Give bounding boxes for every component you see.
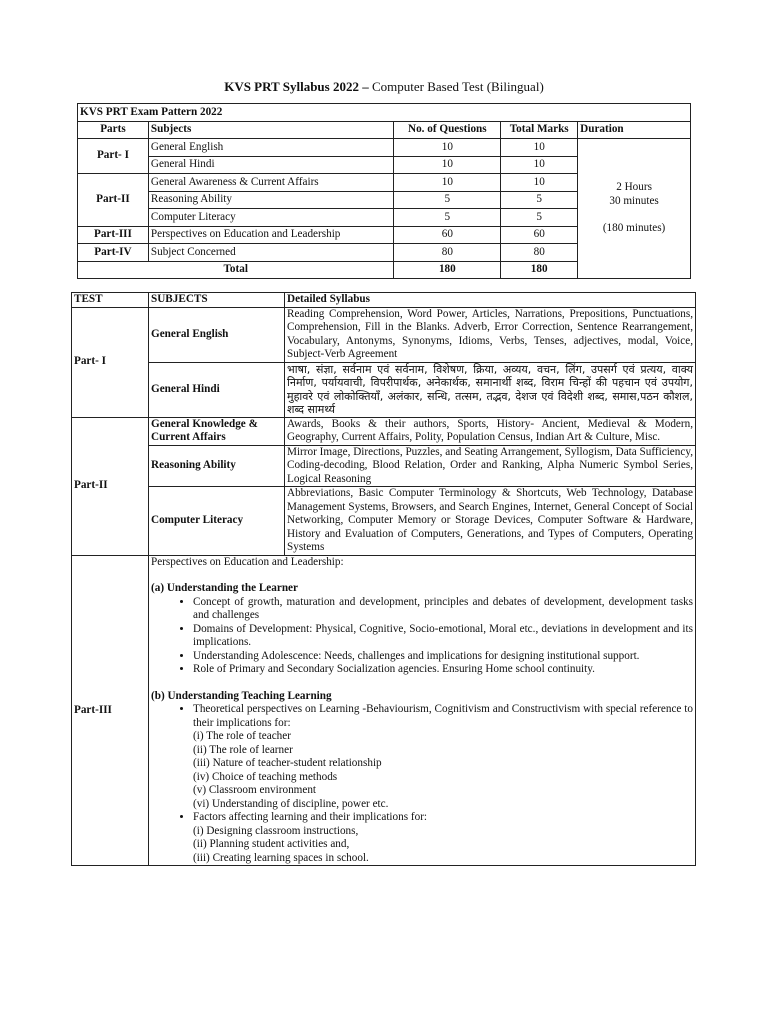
part-cell: Part-II [72,417,149,555]
marks-cell: 5 [501,209,578,227]
subject-cell: General English [149,307,285,362]
marks-cell: 10 [501,174,578,192]
list-item-text: • Theoretical perspectives on Learning -Behaviourism, Cognitivism and Constructivism with special reference to their implications for: [193,703,693,729]
sub-item: (i) The role of teacher [193,730,291,742]
col-duration: Duration [578,121,691,139]
sub-item: (iii) Creating learning spaces in school. [193,851,369,864]
questions-cell: 10 [394,174,501,192]
detail-cell: भाषा, संज्ञा, सर्वनाम एवं सर्वनाम, विशेषण, क्रिया, अव्यय, वचन, लिंग, उपसर्ग एवं प्रत्यय, वाक्य निर्माण, पर्यायवाची, विपरीपार्थक, अनेकार्थक, समानार्थी शब्द, विराम चिन्हों की पहचान एवं उपयोग, मुहावरे एवं लोकोक्तियाँ, अलंकार, सन्धि, तत्सम, तद्भव, देशज एवं विदेशी शब्द, समास,पठन कौशल, शब्द सामर्थ्य [285,362,696,417]
subject-cell: General English [148,139,394,157]
subject-cell: Reasoning Ability [149,445,285,487]
col-parts: Parts [78,121,149,139]
part-cell: Part-IV [78,244,149,262]
questions-cell: 80 [394,244,501,262]
page-title [0,79,768,95]
sub-item: (ii) The role of learner [193,743,293,756]
section-heading: (b) Understanding Teaching Learning [151,689,332,702]
list-item: • Concept of growth, maturation and development, principles and debates of development, development tasks and challenges [193,596,693,623]
col-questions: No. of Questions [394,121,501,139]
part-cell: Part-III [72,555,149,866]
detail-cell: Reading Comprehension, Word Power, Articles, Narrations, Prepositions, Punctuations, Comprehension, Fill in the Blanks. Adverb, Error Correction, Sentence Rearrangement, Vocabulary, Antonyms, Synonyms, Idioms, Verbs, Tenses, adjectives, modal, Voice, Subject-Verb Agreement [285,307,696,362]
exam-pattern-table [77,103,691,279]
marks-cell: 10 [501,139,578,157]
table-row [72,555,696,866]
part-cell: Part-II [78,174,149,227]
col-test: TEST [72,293,149,308]
subject-cell: Computer Literacy [148,209,394,227]
p3-intro: Perspectives on Education and Leadership: [151,555,344,568]
duration-line: 30 minutes [609,194,659,207]
sub-item: (ii) Planning student activities and, [193,838,350,850]
sub-item: (i) Designing classroom instructions, [193,824,359,837]
detail-cell: Abbreviations, Basic Computer Terminology & Shortcuts, Web Technology, Database Management Systems, Browsers, and Search Engines, Internet, General Concept of Social Networking, Computer Memory or Storage Devices, Computer Software & Hardware, History and Evaluation of Computers, Generations, and Types of Computers, Operating Systems [285,487,696,556]
part-cell: Part- I [78,139,149,174]
table-row [72,487,696,556]
sub-item: (iv) Choice of teaching methods [193,770,338,783]
table-row [72,445,696,487]
questions-cell: 10 [394,139,501,157]
list-item: • Role of Primary and Secondary Socialization agencies. Ensuring Home school continuity. [193,663,693,677]
pattern-caption: KVS PRT Exam Pattern 2022 [78,104,691,122]
subject-cell: General Hindi [149,362,285,417]
subject-cell: General Hindi [148,156,394,174]
subject-cell: Subject Concerned [148,244,394,262]
col-marks: Total Marks [501,121,578,139]
duration-line: (180 minutes) [602,222,666,235]
total-marks: 180 [501,261,578,279]
part-cell: Part-III [78,226,149,244]
list-item [193,703,693,811]
title-bold: KVS PRT Syllabus 2022 – [224,79,369,94]
total-label: Total [78,261,394,279]
sub-item: (v) Classroom environment [193,784,317,796]
table-row [72,362,696,417]
sub-item: (vi) Understanding of discipline, power etc. [193,797,389,810]
subject-cell: Perspectives on Education and Leadership [148,226,394,244]
subject-cell: Reasoning Ability [148,191,394,209]
list-item: • Domains of Development: Physical, Cognitive, Socio-emotional, Moral etc., deviations in development and its implications. [193,623,693,650]
detail-cell: Mirror Image, Directions, Puzzles, and Seating Arrangement, Syllogism, Data Sufficiency, Coding-decoding, Blood Relation, Order and Ranking, Alpha Numeric Symbol Series, Logical Reasoning [285,445,696,487]
marks-cell: 80 [501,244,578,262]
marks-cell: 10 [501,156,578,174]
section-heading: (a) Understanding the Learner [151,582,298,594]
marks-cell: 5 [501,191,578,209]
subject-cell: Computer Literacy [149,487,285,556]
part-cell: Part- I [72,307,149,417]
col-subjects: Subjects [148,121,394,139]
table-row [72,307,696,362]
list-item [193,811,693,865]
subject-cell: General Awareness & Current Affairs [148,174,394,192]
duration-line: 2 Hours [616,181,652,194]
title-rest: Computer Based Test (Bilingual) [368,79,544,94]
questions-cell: 5 [394,191,501,209]
list-item-text: • Factors affecting learning and their implications for: [193,811,428,823]
part3-detail [149,555,696,866]
total-questions: 180 [394,261,501,279]
detail-cell: Awards, Books & their authors, Sports, History- Ancient, Medieval & Modern, Geography, Current Affairs, Polity, Population Census, Indian Art & Culture, Misc. [285,417,696,445]
questions-cell: 10 [394,156,501,174]
marks-cell: 60 [501,226,578,244]
bullet-list [151,596,693,677]
col-detailed: Detailed Syllabus [285,293,696,308]
table-row [78,139,691,157]
sub-item: (iii) Nature of teacher-student relationship [193,757,382,769]
table-row [72,417,696,445]
col-subjects: SUBJECTS [149,293,285,308]
questions-cell: 60 [394,226,501,244]
syllabus-table [71,292,696,866]
subject-cell: General Knowledge & Current Affairs [149,417,285,445]
list-item: • Understanding Adolescence: Needs, challenges and implications for designing institutional support. [193,650,693,664]
duration-cell [578,139,691,279]
bullet-list [151,703,693,865]
questions-cell: 5 [394,209,501,227]
